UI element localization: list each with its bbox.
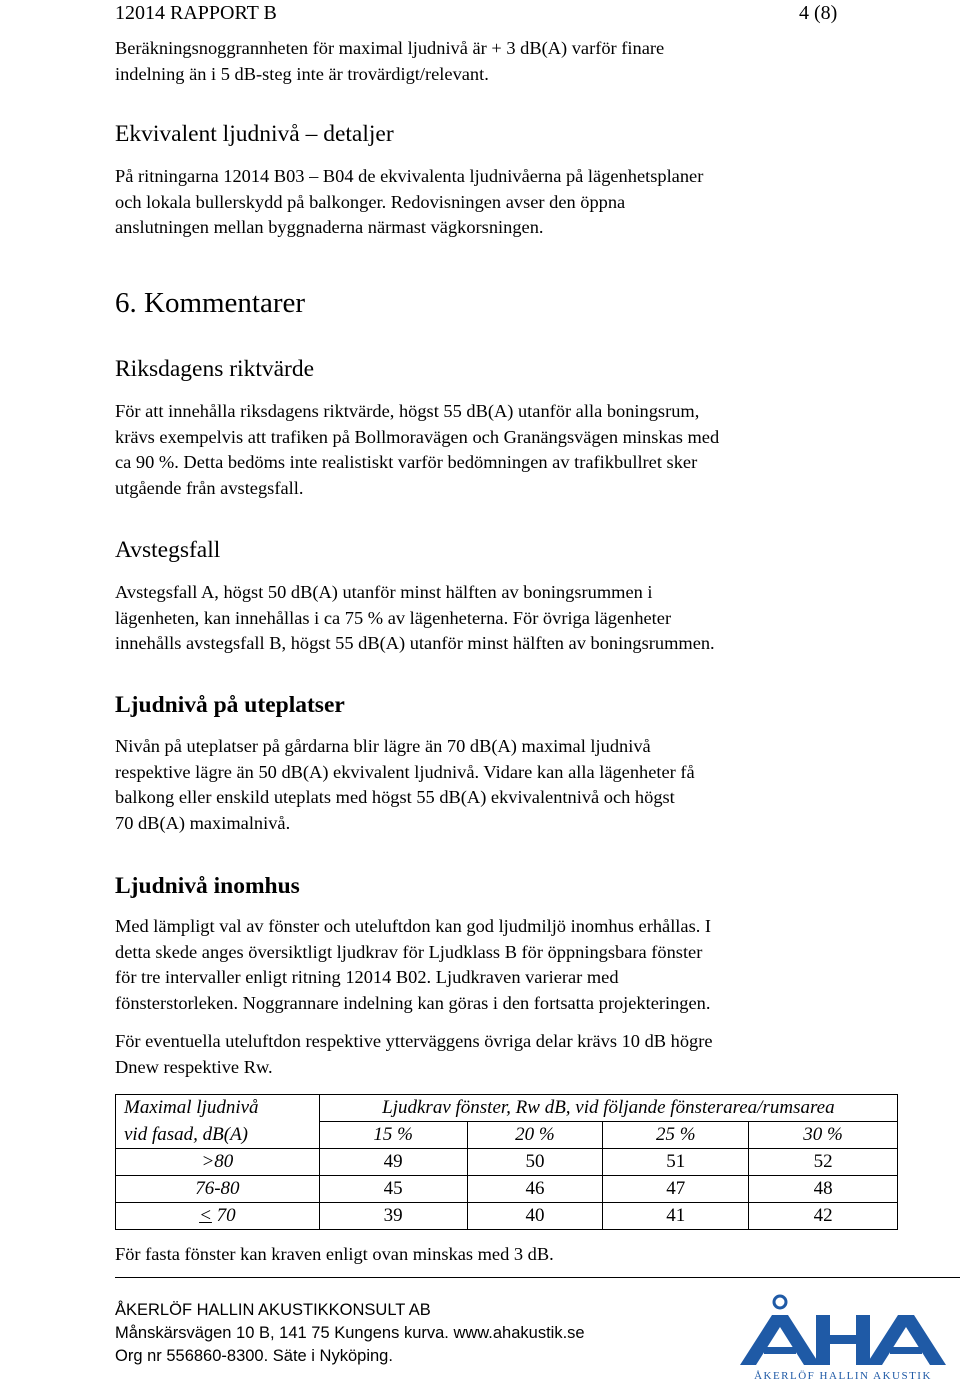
riksdagen-paragraph — [115, 399, 885, 501]
report-id: 12014 RAPPORT B — [115, 2, 277, 24]
column-header: 30 % — [749, 1122, 898, 1149]
window-requirements-table — [115, 1094, 898, 1230]
row-header-line1: Maximal ljudnivå — [116, 1095, 320, 1122]
table-cell: 49 — [319, 1149, 467, 1176]
section-title: 6. Kommentarer — [115, 287, 306, 319]
text-line: Avstegsfall A, högst 50 dB(A) utanför minst hälften av boningsrummen i — [115, 582, 653, 602]
table-cell: 46 — [467, 1176, 603, 1203]
table-cell: 48 — [749, 1176, 898, 1203]
avstegsfall-paragraph — [115, 580, 885, 657]
table-subheader-row — [116, 1122, 898, 1149]
table-cell: 52 — [749, 1149, 898, 1176]
heading-avstegsfall: Avstegsfall — [115, 537, 221, 563]
aha-logo-mark — [740, 1296, 946, 1365]
group-header: Ljudkrav fönster, Rw dB, vid följande fönsterarea/rumsarea — [319, 1095, 897, 1122]
text-line: respektive lägre än 50 dB(A) ekvivalent ljudnivå. Vidare kan alla lägenheter få — [115, 761, 695, 782]
column-header: 25 % — [603, 1122, 749, 1149]
text-line: utgående från avstegsfall. — [115, 477, 304, 498]
text-line: lägenheten, kan innehållas i ca 75 % av lägenheterna. För övriga lägenheter — [115, 607, 672, 628]
text-line: fönsterstorleken. Noggrannare indelning kan göras i den fortsatta projekteringen. — [115, 992, 711, 1013]
row-header-line2: vid fasad, dB(A) — [116, 1122, 320, 1149]
text-line: balkong eller enskild uteplats med högst 55 dB(A) ekvivalentnivå och högst — [115, 787, 675, 808]
footer-divider — [115, 1277, 960, 1278]
text-line: ca 90 %. Detta bedöms inte realistiskt varför bedömningen av trafikbullret sker — [115, 452, 698, 473]
text-line: och lokala bullerskydd på balkonger. Redovisningen avser den öppna — [115, 191, 626, 212]
row-label — [116, 1176, 320, 1203]
table-header-row — [116, 1095, 898, 1122]
table-cell: 40 — [467, 1203, 603, 1230]
text-line: Med lämpligt val av fönster och uteluftdon kan god ljudmiljö inomhus erhållas. I — [115, 916, 712, 936]
column-header: 20 % — [467, 1122, 603, 1149]
heading-riksdagen: Riksdagens riktvärde — [115, 356, 315, 382]
table-note — [115, 1242, 885, 1268]
row-label-main: 80 — [214, 1151, 234, 1172]
table-cell: 45 — [319, 1176, 467, 1203]
page-number: 4 (8) — [799, 2, 838, 24]
text-line: krävs exempelvis att trafiken på Bollmoravägen och Granängsvägen minskas med — [115, 426, 720, 447]
text-line: 70 dB(A) maximalnivå. — [115, 812, 291, 833]
inomhus-paragraph-2 — [115, 1029, 885, 1080]
text-line: indelning än i 5 dB-steg inte är trovärdigt/relevant. — [115, 63, 489, 84]
text-line: detta skede anges översiktligt ljudkrav för Ljudklass B för öppningsbara fönster — [115, 941, 703, 962]
row-label-main: 76-80 — [195, 1178, 240, 1199]
text-line: För att innehålla riksdagens riktvärde, högst 55 dB(A) utanför alla boningsrum, — [115, 401, 700, 421]
ekvivalent-paragraph — [115, 164, 885, 241]
text-line: innehålls avstegsfall B, högst 55 dB(A) utanför minst hälften av boningsrummen. — [115, 633, 715, 654]
column-header: 15 % — [319, 1122, 467, 1149]
text-line: Nivån på uteplatser på gårdarna blir lägre än 70 dB(A) maximal ljudnivå — [115, 736, 651, 756]
footer-org: Org nr 556860-8300. Säte i Nyköping. — [115, 1347, 393, 1365]
text-line: För fasta fönster kan kraven enligt ovan minskas med 3 dB. — [115, 1244, 554, 1264]
footer-address: Månskärsvägen 10 B, 141 75 Kungens kurva. www.ahakustik.se — [115, 1324, 585, 1342]
uteplatser-paragraph — [115, 734, 885, 836]
table-row — [116, 1176, 898, 1203]
intro-paragraph — [115, 36, 885, 87]
text-line: På ritningarna 12014 B03 – B04 de ekvivalenta ljudnivåerna på lägenhetsplaner — [115, 166, 704, 186]
heading-uteplatser: Ljudnivå på uteplatser — [115, 692, 345, 718]
heading-inomhus: Ljudnivå inomhus — [115, 873, 300, 899]
text-line: för tre intervaller enligt ritning 12014 B02. Ljudkraven varierar med — [115, 967, 619, 988]
text-line: För eventuella uteluftdon respektive ytterväggens övriga delar krävs 10 dB högre — [115, 1031, 713, 1051]
table-cell: 47 — [603, 1176, 749, 1203]
footer-company: ÅKERLÖF HALLIN AKUSTIKKONSULT AB — [115, 1301, 431, 1319]
row-label — [116, 1203, 320, 1230]
row-label-prefix: > — [201, 1151, 215, 1172]
row-label — [116, 1149, 320, 1176]
text-line: anslutningen mellan byggnaderna närmast vägkorsningen. — [115, 217, 544, 238]
logo-subtitle: ÅKERLÖF HALLIN AKUSTIK — [754, 1370, 932, 1382]
table-cell: 39 — [319, 1203, 467, 1230]
inomhus-paragraph — [115, 914, 885, 1016]
row-label-prefix: < — [199, 1205, 212, 1226]
table-cell: 42 — [749, 1203, 898, 1230]
row-label-main: 70 — [211, 1205, 236, 1226]
table-cell: 41 — [603, 1203, 749, 1230]
text-line: Beräkningsnoggrannheten för maximal ljudnivå är + 3 dB(A) varför finare — [115, 38, 665, 58]
table-cell: 50 — [467, 1149, 603, 1176]
table-cell: 51 — [603, 1149, 749, 1176]
table-row — [116, 1149, 898, 1176]
table-row — [116, 1203, 898, 1230]
aha-logo — [728, 1293, 958, 1382]
text-line: Dnew respektive Rw. — [115, 1056, 273, 1077]
heading-ekvivalent: Ekvivalent ljudnivå – detaljer — [115, 121, 394, 147]
